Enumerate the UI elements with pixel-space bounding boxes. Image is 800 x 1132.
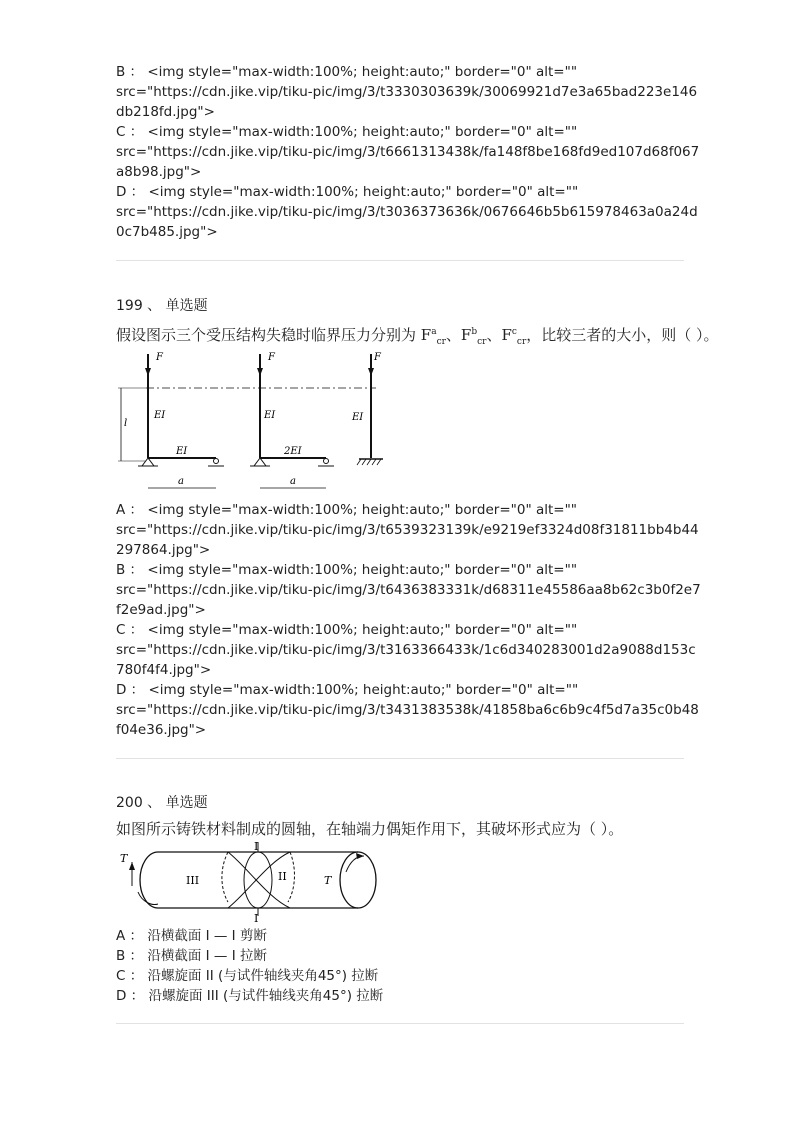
load-f-c: F: [374, 352, 381, 363]
option-d-line-1: D ： <img style="max-width:100%; height:auto;" border="0" alt="": [116, 184, 579, 200]
shaft-figure: [118, 842, 388, 922]
q200-option-c: C ： 沿螺旋面 II (与试件轴线夹角45°) 拉断: [116, 968, 379, 984]
torque-right-label: T: [324, 874, 332, 887]
question-text: 如图所示铸铁材料制成的圆轴，在轴端力偶矩作用下，其破坏形式应为（ ）。: [116, 820, 624, 838]
q199-option-c-line-2: src="https://cdn.jike.vip/tiku-pic/img/3/t3163366433k/1c6d340283001d2a9088d153c: [116, 642, 696, 658]
sub-cr-c: cr: [516, 337, 527, 347]
span-label-b: a: [290, 476, 296, 487]
sup-a: a: [431, 327, 437, 337]
structure-figure: [116, 346, 396, 498]
option-c-line-3: a8b98.jpg">: [116, 164, 202, 180]
ei-label-b-col: EI: [264, 410, 276, 421]
helix-iii-label: III: [186, 874, 200, 887]
option-d-line-2: src="https://cdn.jike.vip/tiku-pic/img/3/t3036373636k/0676646b5b615978463a0a24d: [116, 204, 698, 220]
length-label: l: [124, 418, 128, 429]
q199-option-b-line-1: B ： <img style="max-width:100%; height:auto;" border="0" alt="": [116, 562, 578, 578]
option-d-line-3: 0c7b485.jpg">: [116, 224, 218, 240]
q200-option-b: B ： 沿横截面 I — I 拉断: [116, 948, 267, 964]
span-label-a: a: [178, 476, 184, 487]
option-b-line-2: src="https://cdn.jike.vip/tiku-pic/img/3/t3330303639k/30069921d7e3a65bad223e146: [116, 84, 698, 100]
section-i-bottom-label: I: [254, 912, 259, 922]
section-i-top-label: I: [254, 842, 259, 853]
helix-ii-label: II: [278, 870, 287, 883]
q200-option-d: D ： 沿螺旋面 III (与试件轴线夹角45°) 拉断: [116, 988, 384, 1004]
separator: [116, 758, 684, 759]
sup-b: b: [471, 327, 478, 337]
question-text-tail: ，比较三者的大小，则（ ）。: [526, 326, 719, 344]
q200-option-a: A ： 沿横截面 I — I 剪断: [116, 928, 267, 944]
q199-option-b-line-2: src="https://cdn.jike.vip/tiku-pic/img/3/t6436383331k/d68311e45586aa8b62c3b0f2e7: [116, 582, 701, 598]
q199-option-a-line-1: A ： <img style="max-width:100%; height:auto;" border="0" alt="": [116, 502, 577, 518]
ei-label-a-col: EI: [154, 410, 166, 421]
two-ei-label: 2EI: [284, 446, 302, 457]
sub-cr-a: cr: [436, 337, 446, 347]
option-c-line-2: src="https://cdn.jike.vip/tiku-pic/img/3/t6661313438k/fa148f8be168fd9ed107d68f067: [116, 144, 700, 160]
question-header: 199 、 单选题: [116, 298, 208, 314]
ei-label-c-col: EI: [352, 412, 364, 423]
option-b-line-1: B ： <img style="max-width:100%; height:auto;" border="0" alt="": [116, 64, 578, 80]
option-b-line-3: db218fd.jpg">: [116, 104, 215, 120]
load-f-b: F: [268, 352, 275, 363]
question-header: 200 、 单选题: [116, 795, 208, 811]
q199-option-a-line-3: 297864.jpg">: [116, 542, 211, 558]
ei-label-a-beam: EI: [176, 446, 188, 457]
q199-option-a-line-2: src="https://cdn.jike.vip/tiku-pic/img/3/t6539323139k/e9219ef3324d08f31811bb4b44: [116, 522, 699, 538]
q199-option-d-line-1: D ： <img style="max-width:100%; height:auto;" border="0" alt="": [116, 682, 579, 698]
q199-option-d-line-2: src="https://cdn.jike.vip/tiku-pic/img/3/t3431383538k/41858ba6c6b9c4f5d7a35c0b48: [116, 702, 699, 718]
sub-cr-b: cr: [477, 337, 487, 347]
q199-option-c-line-3: 780f4f4.jpg">: [116, 662, 212, 678]
q199-option-c-line-1: C ： <img style="max-width:100%; height:auto;" border="0" alt="": [116, 622, 578, 638]
load-f-a: F: [156, 352, 163, 363]
question-text-main: 假设图示三个受压结构失稳时临界压力分别为 F: [116, 326, 432, 344]
option-c-line-1: C ： <img style="max-width:100%; height:auto;" border="0" alt="": [116, 124, 578, 140]
q199-option-d-line-3: f04e36.jpg">: [116, 722, 207, 738]
separator: [116, 260, 684, 261]
question-text: 假设图示三个受压结构失稳时临界压力分别为 $F^a_{cr}$、$F^b_{cr}$、$F^c_{cr}$，比较三者的大小，则（ ）。: [116, 326, 719, 347]
sup-c: c: [511, 327, 517, 337]
q199-option-b-line-3: f2e9ad.jpg">: [116, 602, 206, 618]
separator: [116, 1023, 684, 1024]
torque-left-label: T: [120, 852, 128, 865]
